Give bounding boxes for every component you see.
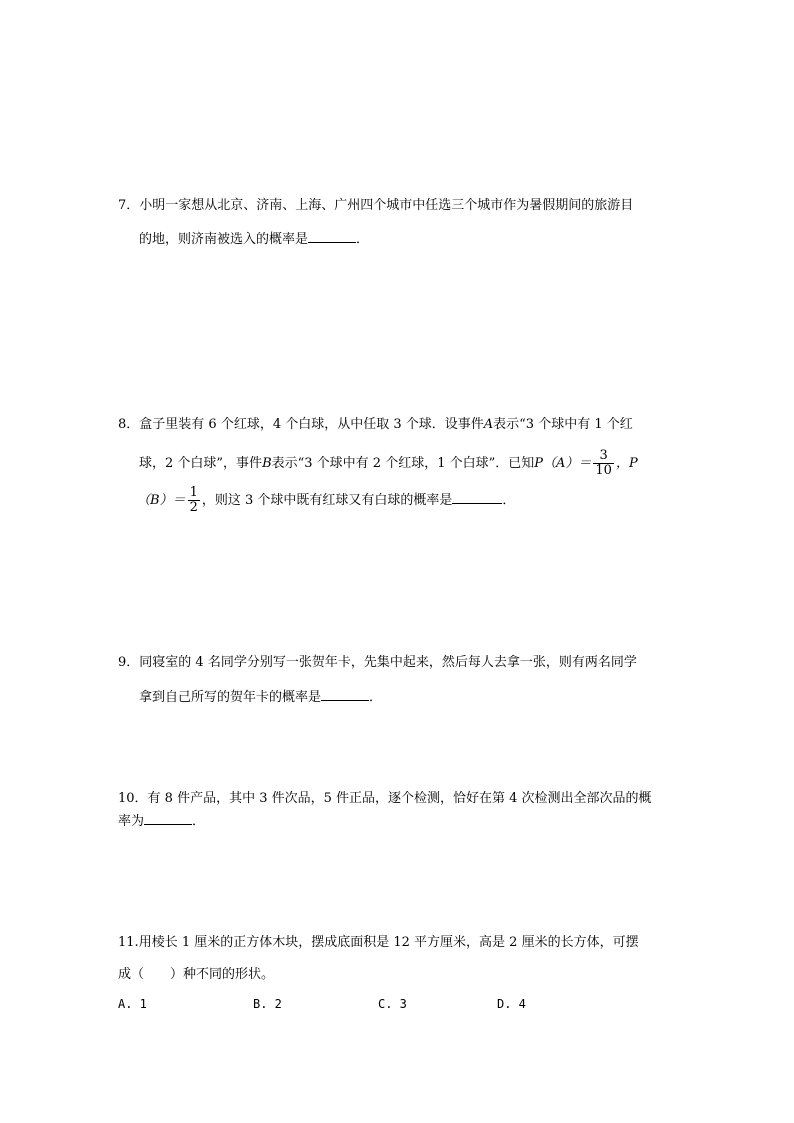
question-text: 拿到自己所写的贺年卡的概率是 (139, 690, 322, 705)
question-text: 小明一家想从北京、济南、上海、广州四个城市中任选三个城市作为暑假期间的旅游目 (139, 198, 634, 213)
option-a: A. 1 (118, 997, 147, 1011)
event-b-symbol: B (262, 456, 272, 471)
fraction-three-tenths (593, 449, 614, 478)
question-text: 表示“3 个球中有 2 个红球，1 个白球”．已知 (271, 456, 535, 471)
fraction-numerator: 1 (189, 485, 198, 500)
punctuation: ． (356, 232, 370, 247)
question-9-line-2 (139, 687, 382, 708)
question-text: 球，2 个白球”，事件 (139, 456, 263, 471)
probability-b-prefix: ，P (615, 456, 638, 471)
option-d: D. 4 (497, 997, 526, 1011)
question-text: 表示“3 个球中有 1 个红 (493, 417, 633, 432)
punctuation: ． (192, 814, 206, 829)
question-10-line-1 (118, 789, 652, 809)
question-text: 的地，则济南被选入的概率是 (139, 232, 309, 247)
question-text: 率为 (118, 814, 145, 829)
question-9-line-1 (118, 653, 637, 673)
question-text: 盒子里装有 6 个红球，4 个白球，从中任取 3 个球．设事件 (139, 417, 484, 432)
question-text: 成（ ）种不同的形状。 (118, 967, 275, 982)
answer-blank (452, 490, 502, 504)
answer-blank (308, 229, 356, 243)
question-10-line-2 (118, 811, 205, 832)
question-text: ，则这 3 个球中既有红球又有白球的概率是 (201, 493, 453, 508)
fraction-denominator: 2 (189, 500, 198, 515)
fraction-one-half (188, 486, 200, 515)
question-8-line-1 (118, 415, 633, 435)
question-text: 有 8 件产品，其中 3 件次品，5 件正品，逐个检测，恰好在第 4 次检测出全部次品的概 (147, 791, 652, 806)
question-7-line-1 (118, 196, 633, 216)
question-number: 10． (118, 791, 148, 806)
question-number: 8． (118, 417, 140, 432)
fraction-denominator: 10 (595, 463, 612, 478)
option-b: B. 2 (253, 997, 282, 1011)
punctuation: ． (502, 493, 516, 508)
option-c: C. 3 (378, 997, 407, 1011)
question-8-line-2 (139, 449, 638, 479)
question-number: 11. (118, 935, 139, 950)
question-text: 同寝室的 4 名同学分别写一张贺年卡，先集中起来，然后每人去拿一张，则有两名同学 (139, 655, 637, 670)
punctuation: ． (369, 690, 383, 705)
question-number: 9． (118, 655, 140, 670)
question-number: 7． (118, 198, 140, 213)
answer-blank (321, 687, 369, 701)
question-text: 用棱长 1 厘米的正方体木块，摆成底面积是 12 平方厘米，高是 2 厘米的长方体，可摆 (138, 935, 639, 950)
question-11-line-2 (118, 965, 274, 985)
probability-a-label: P（A）＝ (534, 456, 592, 471)
answer-blank (144, 811, 192, 825)
fraction-numerator: 3 (593, 449, 614, 464)
probability-b-label: （B）＝ (137, 493, 186, 508)
event-a-symbol: A (483, 417, 494, 432)
question-11-line-1 (118, 933, 639, 953)
question-8-line-3 (137, 486, 515, 516)
question-7-line-2 (139, 229, 369, 250)
